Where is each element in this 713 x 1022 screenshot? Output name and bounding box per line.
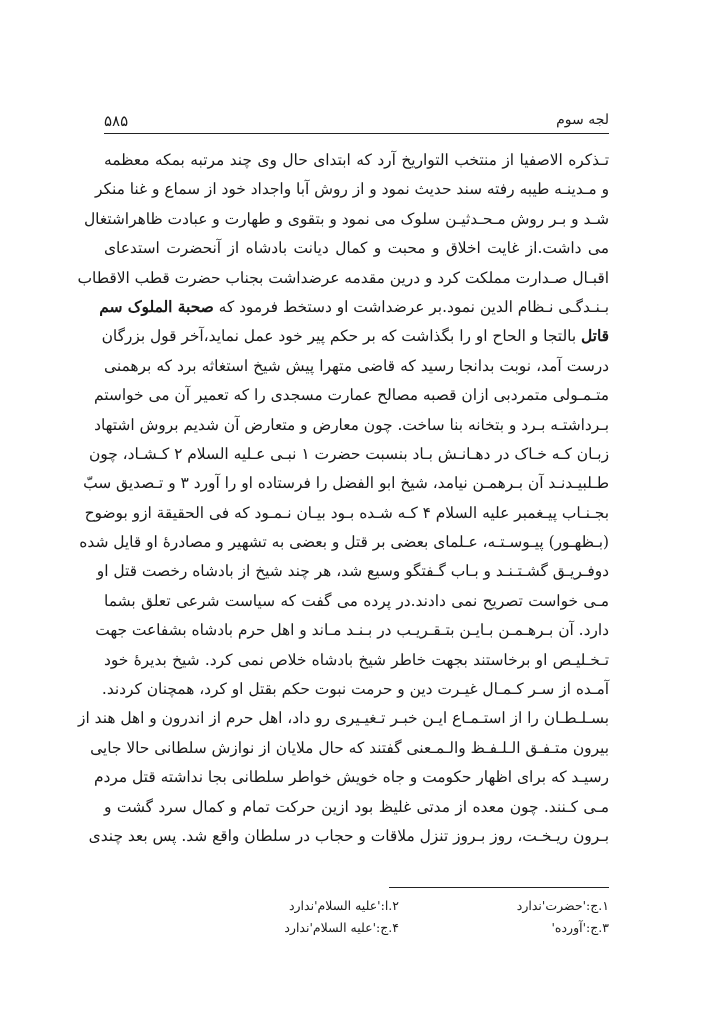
emphasized-phrase: صحبة الملوک سم — [99, 297, 214, 316]
text-line: بجـنـاب پیـغمبر علیه السلام ۴ کـه شـده بـود بیـان نـمـود که فی الحقیقة ازو بوضوح — [84, 503, 609, 522]
page-number: ۵۸۵ — [104, 112, 129, 130]
text-line: بیرون متـفـق الـلـفـظ والـمـعنی گفتند که حال ملایان از نوازش سلطانی حالا جایی — [90, 738, 609, 757]
text-line: بـنـدگـی نـظام الدین نمود.بر عرضداشت او دستخط فرمود که صحبة الملوک سم — [99, 297, 609, 316]
footnote: ۳.ج:'آورده' — [551, 920, 609, 935]
header-rule — [104, 133, 609, 134]
text-line: تـذکره الاصفیا از منتخب التواریخ آرد که ابتدای حال وی چند مرتبه بمکه معظمه — [104, 151, 609, 169]
text-line: اقبـال صـدارت مملکت کرد و درین مقدمه عرضداشت بجناب حضرت قطب الاقطاب — [77, 268, 609, 287]
text-line: متـمـولی متمردبی ازان قصبه مصالح عمارت مسجدی را که تعمیر آن می خواستم — [94, 386, 609, 405]
footnote-row — [104, 895, 609, 917]
text-line: آمـده از سـر کـمـال غیـرت دین و حرمت نبوت حکم بقتل او کرد، همچنان کردند. — [101, 680, 609, 699]
text-line: دوفـریـق گشـتـنـد و بـاب گـفتگو وسیع شد، هر چند شیخ از بادشاه رخصت قتل او — [96, 562, 609, 581]
text-line: می داشت.از غایت اخلاق و محبت و کمال دیانت بادشاه از آنحضرت استدعای — [104, 239, 609, 258]
chapter-title: لجه سوم — [556, 112, 609, 128]
footnote: ۴.ج:'علیه السلام'ندارد — [284, 920, 399, 935]
text-line: درست آمد، نوبت بدانجا رسید که قاضی متهرا پیش شیخ استغاثه برد که برهمنی — [104, 356, 609, 375]
text-line: بسـلـطـان را از استـمـاع ایـن خبـر تـغیـیری رو داد، اهل حرم از اندرون و اهل هند از — [78, 709, 609, 728]
footnote: ۲.ا:'علیه السلام'ندارد — [288, 898, 399, 913]
text-line: و مـدینـه طیبه رفته سند حدیث نمود و از روش آبا واجداد خود از سماع و غنا منکر — [94, 180, 609, 199]
text-line: زبـان کـه خـاک در دهـانـش بـاد بنسبت حضرت ۱ نبـی عـلیه السلام ۲ کـشـاد، چون — [88, 444, 609, 463]
footnote-row — [104, 917, 609, 939]
footnote: ۱.ج:'حضرت'ندارد — [516, 898, 609, 913]
footnotes — [104, 895, 609, 939]
text-line: تـخـلیـص او برخاستند بجهت خاطر شیخ بادشاه خلاص نمی کرد. شیخ بدیرهٔ خود — [104, 650, 609, 669]
text-line: طـلبیـدنـد آن بـرهمـن نیامد، شیخ ابو الفضل را فرستاده او را آورد ۳ و تـصدیق سبّ — [83, 474, 609, 493]
text-line: مـی کـنند. چون معده از مدتی غلیظ بود ازین حرکت تمام و کمال سرد گشت و — [104, 797, 609, 816]
text-line: (بـظهـور) پیـوسـتـه، عـلمای بعضی بر قتل و بعضی به تشهیر و مصادرهٔ او قایل شده — [79, 533, 609, 552]
text-line: رسیـد که برای اظهار حکومت و جاه خویش خواطر سلطانی بجا نداشته قتل مردم — [94, 768, 609, 787]
text-line: بـرون ریـخـت، روز بـروز تنزل ملاقات و حجاب در سلطان واقع شد. پس بعد چندی — [88, 826, 609, 845]
text-line: شـد و بـر روش مـحـدثیـن سلوک می نمود و بتقوی و طهارت و عبادت ظاهراشتغال — [83, 209, 609, 228]
text-line: مـی خواست تصریح نمی دادند.در پرده می گفت که سیاست شرعی تعلق بشما — [104, 591, 609, 610]
text-line: دارد. آن بـرهـمـن بـایـن بتـقـریـب در بـنـد مـاند و اهل حرم بادشاه بشفاعت جهت — [95, 621, 609, 640]
emphasized-phrase: قاتل — [581, 327, 609, 346]
footnote-rule — [389, 887, 609, 888]
text-line: قاتل بالتجا و الحاح او را بگذاشت که بر حکم پیر خود عمل نماید،آخر قول بزرگان — [101, 327, 609, 346]
body-text — [77, 146, 609, 851]
text-line: بـرداشتـه بـرد و بتخانه بنا ساخت. چون معارض و متعارض آن شدیم بروش اشتهاد — [94, 415, 609, 434]
